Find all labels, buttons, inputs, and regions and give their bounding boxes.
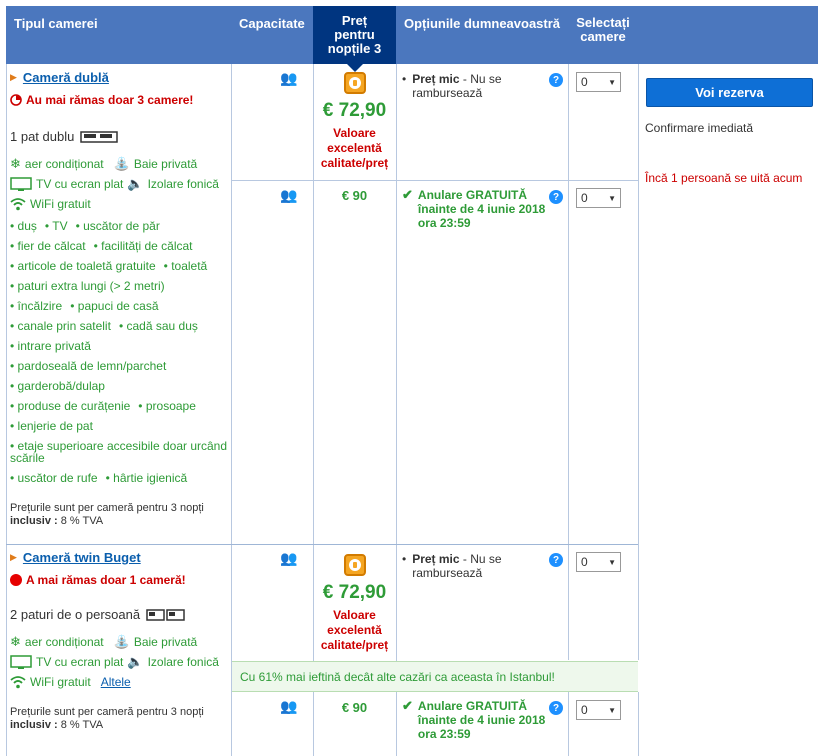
amenities-row: • articole de toaletă gratuite • toaletă	[10, 259, 208, 273]
watching-notice: Încă 1 persoană se uită acum	[645, 171, 803, 185]
amenities-row: • garderobă/dulap	[10, 379, 105, 393]
chevron-down-icon: ▼	[608, 557, 616, 567]
amenity-item: articole de toaletă gratuite	[17, 259, 156, 273]
reserve-button[interactable]: Voi rezerva	[646, 78, 813, 107]
room-quantity-select[interactable]: 0 ▼	[576, 72, 621, 92]
price-value: € 72,90	[322, 100, 387, 121]
capacity-2-persons-icon: 👥	[280, 70, 297, 86]
amenity-item: TV	[52, 219, 68, 233]
amenities-row: • încălzire • papuci de casă	[10, 299, 159, 313]
amenity-item: lenjerie de pat	[17, 419, 93, 433]
option-detail: - Nu se rambursează	[412, 72, 502, 100]
header-price-line2: pentru	[334, 27, 375, 42]
amenity-item: pardoseală de lemn/parchet	[17, 359, 167, 373]
expand-arrow-icon: ▶	[10, 552, 17, 562]
snowflake-icon: ❄	[10, 156, 21, 171]
facility-label: aer condiționat	[24, 635, 104, 649]
amenity-item: etaje superioare accesibile doar urcând scările	[10, 439, 228, 465]
price-cell	[313, 554, 396, 653]
tv-icon	[10, 655, 32, 669]
amenity-item: garderobă/dulap	[17, 379, 105, 393]
twin-beds-icon	[146, 608, 186, 622]
option-cell: ✔ Anulare GRATUITĂ înainte de 4 iunie 2018 ora 23:59	[402, 698, 546, 741]
grid-line	[638, 64, 639, 660]
price-value: € 72,90	[322, 582, 387, 603]
facility-row	[10, 154, 228, 174]
bed-text: 1 pat dublu	[10, 129, 75, 144]
facility-row	[10, 194, 228, 214]
amenities-row: • canale prin satelit • cadă sau duș	[10, 319, 198, 333]
facility-row	[10, 174, 228, 194]
amenity-item: facilități de călcat	[101, 239, 193, 253]
amenity-item: paturi extra lungi (> 2 metri)	[17, 279, 165, 293]
facility-label: TV cu ecran plat	[36, 177, 124, 191]
check-icon: ✔	[402, 698, 413, 713]
option-detail: - Nu se rambursează	[412, 552, 502, 580]
room-card	[10, 550, 228, 732]
room-quantity-select[interactable]: 0 ▼	[576, 552, 621, 572]
amenities-row: • pardoseală de lemn/parchet	[10, 359, 167, 373]
amenities-row: • intrare privată	[10, 339, 91, 353]
amenities-list	[10, 216, 228, 488]
grid-line	[231, 64, 232, 756]
facility-label: Baie privată	[133, 635, 198, 649]
header-price-line3: nopțile 3	[327, 41, 382, 56]
price-cell	[313, 72, 396, 171]
check-icon: ✔	[402, 187, 413, 202]
option-cell: ✔ Anulare GRATUITĂ înainte de 4 iunie 2018 ora 23:59	[402, 187, 546, 230]
clock-icon	[10, 94, 22, 106]
header-select-line1: Selectați	[576, 15, 630, 30]
grid-line	[6, 64, 7, 756]
amenity-item: toaletă	[171, 259, 208, 273]
bed-info	[10, 129, 228, 144]
double-bed-icon	[80, 130, 118, 144]
option-cell	[402, 552, 562, 580]
amenity-item: duș	[17, 219, 37, 233]
info-icon[interactable]: ?	[549, 701, 563, 715]
facility-label: WiFi gratuit	[30, 197, 91, 211]
amenity-item: produse de curățenie	[17, 399, 131, 413]
chevron-down-icon: ▼	[608, 705, 616, 715]
capacity-2-persons-icon: 👥	[280, 698, 297, 714]
expand-arrow-icon: ▶	[10, 72, 17, 82]
header-select-line2: camere	[580, 29, 626, 44]
snowflake-icon: ❄	[10, 634, 21, 649]
header-capacity	[231, 6, 313, 64]
banner-text: Cu 61% mai ieftină decât alte cazări ca aceasta în Istanbul!	[240, 669, 555, 684]
scarcity-text: Au mai rămas doar 3 camere!	[26, 93, 194, 107]
value-label: Valoare excelentă calitate/preț	[320, 608, 389, 652]
others-link[interactable]: Altele	[100, 675, 131, 689]
inclusive-value: 8 % TVA	[60, 515, 104, 527]
amenity-item: uscător de rufe	[17, 471, 98, 485]
price-note-text: Prețurile sunt per cameră pentru 3 nopți	[10, 706, 204, 718]
header-price[interactable]	[313, 6, 396, 64]
amenities-row: • produse de curățenie • prosoape	[10, 399, 196, 413]
amenity-item: canale prin satelit	[17, 319, 111, 333]
price-value: € 90	[341, 188, 368, 203]
wifi-icon	[10, 197, 26, 211]
grid-line	[568, 692, 569, 756]
inclusive-label: inclusiv :	[10, 719, 58, 731]
chevron-down-icon: ▼	[608, 193, 616, 203]
facility-label: Baie privată	[133, 157, 198, 171]
grid-line	[231, 180, 638, 181]
grid-line	[568, 64, 569, 660]
value-badge-icon	[344, 554, 366, 576]
header-options-label: Opțiunile dumneavoastră	[404, 16, 561, 31]
amenities-row: • lenjerie de pat	[10, 419, 93, 433]
soundproof-icon: 🔈	[127, 654, 144, 669]
room-quantity-select[interactable]: 0 ▼	[576, 188, 621, 208]
grid-line	[638, 692, 639, 756]
bed-text: 2 paturi de o persoană	[10, 607, 141, 622]
amenity-item: prosoape	[145, 399, 196, 413]
facility-label: TV cu ecran plat	[36, 655, 124, 669]
amenity-item: cadă sau duș	[126, 319, 198, 333]
header-room-type-label: Tipul camerei	[14, 16, 98, 31]
capacity-2-persons-icon: 👥	[280, 550, 297, 566]
capacity-2-persons-icon: 👥	[280, 187, 297, 203]
price-note	[10, 502, 228, 528]
scarcity-notice	[10, 93, 228, 107]
soundproof-icon: 🔈	[127, 176, 144, 191]
grid-line	[396, 64, 397, 756]
price-value: € 90	[341, 700, 368, 715]
amenity-item: papuci de casă	[77, 299, 159, 313]
amenities-row: • uscător de rufe • hârtie igienică	[10, 471, 188, 485]
scarcity-text: A mai rămas doar 1 cameră!	[26, 573, 186, 587]
value-label: Valoare excelentă calitate/preț	[320, 126, 389, 170]
grid-line	[6, 544, 638, 545]
header-room-type	[6, 6, 231, 64]
facility-row	[10, 652, 228, 672]
room-quantity-select[interactable]: 0 ▼	[576, 700, 621, 720]
amenity-item: intrare privată	[17, 339, 91, 353]
amenity-item: hârtie igienică	[113, 471, 188, 485]
option-title: Preț mic	[412, 72, 460, 86]
bullet: •	[402, 552, 407, 566]
shower-icon: ⛲	[113, 156, 130, 171]
shower-icon: ⛲	[113, 634, 130, 649]
header-options	[396, 6, 568, 64]
instant-confirmation: Confirmare imediată	[645, 121, 754, 135]
scarcity-notice	[10, 573, 228, 587]
header-side	[638, 6, 818, 64]
inclusive-value: 8 % TVA	[60, 719, 104, 731]
price-note	[10, 706, 228, 732]
option-title: Preț mic	[412, 552, 460, 566]
option-cell	[402, 72, 562, 100]
wifi-icon	[10, 675, 26, 689]
room-title-link[interactable]: Cameră dublă	[22, 70, 109, 85]
facility-label: Izolare fonică	[147, 655, 219, 669]
facility-row	[10, 672, 228, 692]
amenity-item: uscător de păr	[83, 219, 160, 233]
inclusive-label: inclusiv :	[10, 515, 58, 527]
value-badge-icon	[344, 72, 366, 94]
amenity-item: încălzire	[17, 299, 63, 313]
room-card	[10, 70, 228, 528]
facility-label: aer condiționat	[24, 157, 104, 171]
info-icon[interactable]: ?	[549, 553, 563, 567]
room-title-link[interactable]: Cameră twin Buget	[22, 550, 141, 565]
chevron-down-icon: ▼	[608, 77, 616, 87]
header-select	[568, 6, 638, 64]
amenities-row: • paturi extra lungi (> 2 metri)	[10, 279, 165, 293]
price-note-text: Prețurile sunt per cameră pentru 3 nopți	[10, 502, 204, 514]
info-icon[interactable]: ?	[549, 190, 563, 204]
amenities-row: • fier de călcat • facilități de călcat	[10, 239, 193, 253]
header-price-line1: Preț	[341, 13, 368, 28]
bullet: •	[402, 72, 407, 86]
bed-info	[10, 607, 228, 622]
amenities-row: • etaje superioare accesibile doar urcând scările	[10, 439, 228, 465]
facility-label: WiFi gratuit	[30, 675, 91, 689]
facility-row	[10, 632, 228, 652]
sort-indicator-icon	[347, 64, 363, 72]
red-dot-icon	[10, 574, 22, 586]
comparison-banner	[232, 661, 638, 692]
amenities-row: • duș • TV • uscător de păr	[10, 219, 160, 233]
facility-label: Izolare fonică	[147, 177, 219, 191]
info-icon[interactable]: ?	[549, 73, 563, 87]
tv-icon	[10, 177, 32, 191]
amenity-item: fier de călcat	[17, 239, 86, 253]
header-capacity-label: Capacitate	[239, 16, 305, 31]
